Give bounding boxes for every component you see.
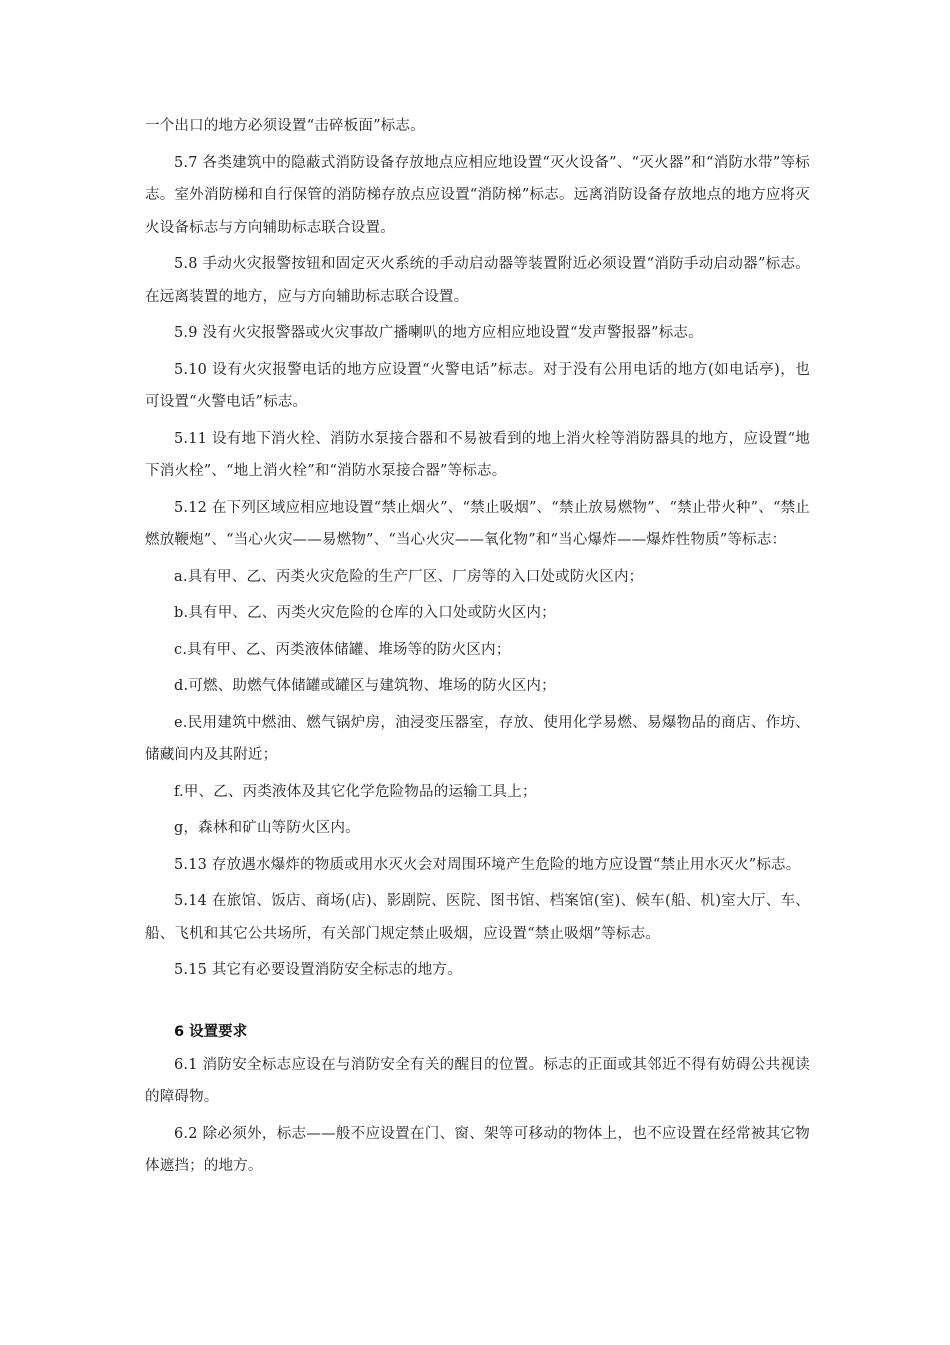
paragraph-5-13: 5.13 存放遇水爆炸的物质或用水灭火会对周围环境产生危险的地方应设置“禁止用水灭火”标志。 (174, 856, 801, 873)
paragraph-5-9: 5.9 没有火灾报警器或火灾事故广播喇叭的地方应相应地设置“发声警报器”标志。 (174, 325, 703, 341)
paragraph-5-14: 5.14 在旅馆、饭店、商场(店)、影剧院、医院、图书馆、档案馆(室)、候车(船、机)室大厅、车、船、飞机和其它公共场所，有关部门规定禁止吸烟，应设置“禁止吸烟”等标志。 (145, 893, 810, 942)
paragraph-5-8: 5.8 手动火灾报警按钮和固定灭火系统的手动启动器等装置附近必须设置“消防手动启动器”标志。在远离装置的地方，应与方向辅助标志联合设置。 (145, 256, 810, 305)
paragraph-5-12: 5.12 在下列区域应相应地设置“禁止烟火”、“禁止吸烟”、“禁止放易燃物”、“禁止带火种”、“禁止燃放鞭炮”、“当心火灾——易燃物”、“当心火灾——氧化物”和“当心爆炸——爆炸性物质”等标志： (145, 499, 810, 548)
list-item-b: b.具有甲、乙、丙类火灾危险的仓库的入口处或防火区内； (174, 605, 556, 621)
section-heading-6: 6 设置要求 (174, 1023, 248, 1040)
paragraph-6-2: 6.2 除必须外，标志——般不应设置在门、窗、架等可移动的物体上，也不应设置在经常被其它物体遮挡；的地方。 (145, 1125, 810, 1174)
paragraph-5-7: 5.7 各类建筑中的隐蔽式消防设备存放地点应相应地设置“灭火设备”、“灭火器”和“消防水带”等标志。室外消防梯和自行保管的消防梯存放点应设置“消防梯”标志。远离消防设备存放地点的地方应将灭火设备标志与方向辅助标志联合设置。 (145, 154, 810, 236)
paragraph-continuation: 一个出口的地方必须设置“击碎板面”标志。 (145, 118, 425, 134)
list-item-e: e.民用建筑中燃油、燃气锅炉房，油浸变压器室，存放、使用化学易燃、易爆物品的商店、作坊、储藏间内及其附近； (145, 714, 810, 763)
document-body (145, 110, 810, 1187)
paragraph-5-10: 5.10 设有火灾报警电话的地方应设置“火警电话”标志。对于没有公用电话的地方(如电话亭)，也可设置“火警电话”标志。 (145, 361, 810, 410)
list-item-a: a.具有甲、乙、丙类火灾危险的生产厂区、厂房等的入口处或防火区内； (174, 568, 644, 585)
list-item-d: d.可燃、助燃气体储罐或罐区与建筑物、堆场的防火区内； (174, 678, 556, 694)
list-item-g: g，森林和矿山等防火区内。 (174, 820, 360, 836)
list-item-f: f.甲、乙、丙类液体及其它化学危险物品的运输工具上； (174, 783, 537, 800)
list-item-c: c.具有甲、乙、丙类液体储罐、堆场等的防火区内； (174, 641, 511, 658)
paragraph-5-11: 5.11 设有地下消火栓、消防水泵接合器和不易被看到的地上消火栓等消防器具的地方，应设置“地下消火栓”、“地上消火栓”和“消防水泵接合器”等标志。 (145, 430, 810, 479)
paragraph-5-15: 5.15 其它有必要设置消防安全标志的地方。 (174, 962, 462, 978)
paragraph-6-1: 6.1 消防安全标志应设在与消防安全有关的醒目的位置。标志的正面或其邻近不得有妨碍公共视读的障碍物。 (145, 1056, 810, 1105)
